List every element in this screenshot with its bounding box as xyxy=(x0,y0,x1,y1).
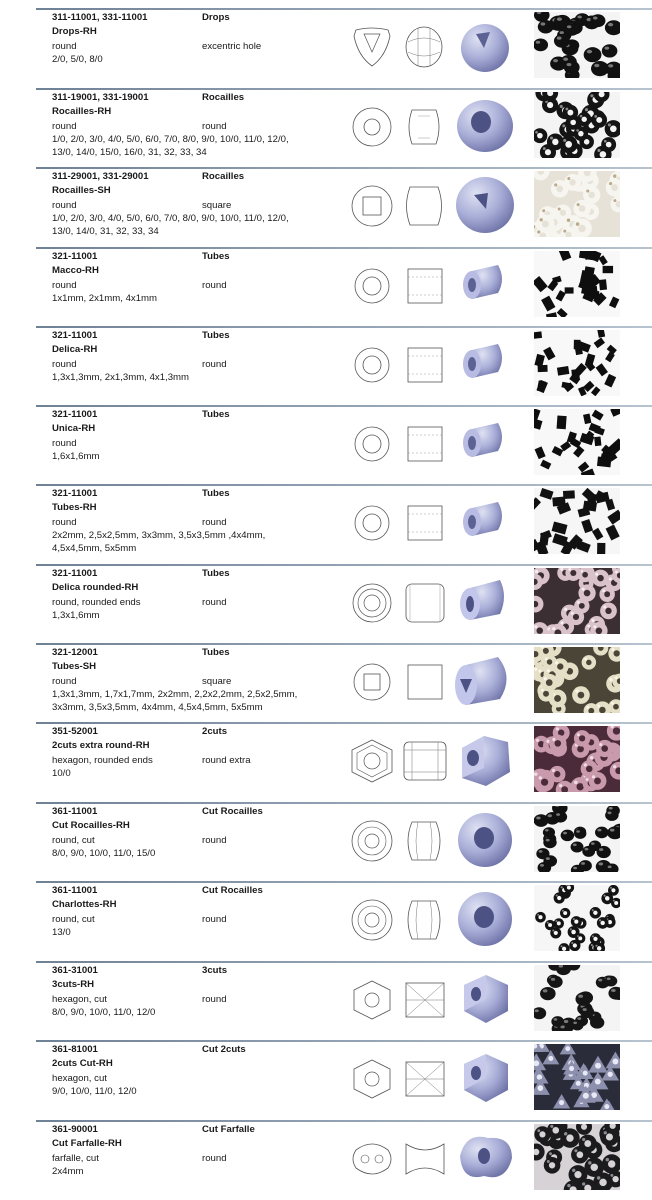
bead-photo xyxy=(534,330,620,396)
bead-name: 2cuts extra round-RH xyxy=(52,740,150,751)
catalog-row xyxy=(36,405,652,484)
catalog-row xyxy=(36,247,652,326)
catalog-row xyxy=(36,722,652,801)
catalog-row xyxy=(36,326,652,405)
technical-drawing xyxy=(346,261,450,311)
rocaille-bead-icon xyxy=(454,94,516,158)
category-label: Cut Rocailles xyxy=(202,806,263,817)
hole-type: round xyxy=(202,517,227,528)
bead-shape: round xyxy=(52,359,77,370)
catalog-row xyxy=(36,88,652,167)
category-label: Drops xyxy=(202,12,230,23)
bead-photo xyxy=(534,568,620,634)
bead-photo xyxy=(534,12,620,78)
hole-type: square xyxy=(202,676,232,687)
bead-shape: round xyxy=(52,121,77,132)
bead-name: Delica rounded-RH xyxy=(52,582,139,593)
article-number: 361-90001 xyxy=(52,1124,98,1135)
technical-drawing xyxy=(346,419,450,469)
article-number: 321-11001 xyxy=(52,409,98,420)
bead-name: Charlottes-RH xyxy=(52,899,117,910)
bead-photo xyxy=(534,726,620,792)
size-list: 1x1mm, 2x1mm, 4x1mm xyxy=(52,293,158,304)
catalog-row xyxy=(36,167,652,246)
bead-photo xyxy=(534,92,620,158)
category-label: Tubes xyxy=(202,568,230,579)
catalog-row xyxy=(36,8,652,87)
bead-shape: round, rounded ends xyxy=(52,597,141,608)
tube-bead-icon xyxy=(454,411,516,475)
bead-shape: hexagon, cut xyxy=(52,1073,107,1084)
article-number: 321-11001 xyxy=(52,330,98,341)
bead-shape: round xyxy=(52,517,77,528)
category-label: Tubes xyxy=(202,409,230,420)
tube-bead-icon xyxy=(454,332,516,396)
bead-photo xyxy=(534,806,620,872)
tube-bead-icon xyxy=(454,490,516,554)
size-list: 1,6x1,6mm xyxy=(52,451,100,462)
bead-photo xyxy=(534,965,620,1031)
technical-drawing xyxy=(346,1134,450,1184)
bead-shape: hexagon, rounded ends xyxy=(52,755,153,766)
size-list: 2x2mm, 2,5x2,5mm, 3x3mm, 3,5x3,5mm ,4x4mm, 4,5x4,5mm, 5x5mm xyxy=(52,530,266,554)
bead-shape: round xyxy=(52,438,77,449)
technical-drawing xyxy=(346,657,450,707)
category-label: Cut Farfalle xyxy=(202,1124,255,1135)
square-hole-rocaille-icon xyxy=(454,173,516,237)
bead-photo xyxy=(534,409,620,475)
article-number: 321-11001 xyxy=(52,568,98,579)
hole-type: round extra xyxy=(202,755,251,766)
bead-shape: round xyxy=(52,676,77,687)
bead-name: Cut Rocailles-RH xyxy=(52,820,130,831)
size-list: 1/0, 2/0, 3/0, 4/0, 5/0, 6/0, 7/0, 8/0, 9/0, 10/0, 11/0, 12/0, 13/0, 14/0, 15/0, 16/0, 31, 32, 33, 34 xyxy=(52,134,289,158)
bead-shape: round xyxy=(52,200,77,211)
size-list: 9/0, 10/0, 11/0, 12/0 xyxy=(52,1086,137,1097)
size-list: 8/0, 9/0, 10/0, 11/0, 15/0 xyxy=(52,848,156,859)
hole-type: round xyxy=(202,597,227,608)
category-label: Cut 2cuts xyxy=(202,1044,246,1055)
article-number: 311-11001, 331-11001 xyxy=(52,12,148,23)
category-label: Tubes xyxy=(202,647,230,658)
bead-name: Tubes-SH xyxy=(52,661,97,672)
article-number: 361-81001 xyxy=(52,1044,98,1055)
bead-photo xyxy=(534,1044,620,1110)
bead-name: Drops-RH xyxy=(52,26,97,37)
technical-drawing xyxy=(346,816,450,866)
bead-name: Rocailles-SH xyxy=(52,185,111,196)
bead-photo xyxy=(534,647,620,713)
bead-photo xyxy=(534,251,620,317)
catalog-row xyxy=(36,1120,652,1199)
bead-name: Macco-RH xyxy=(52,265,99,276)
bead-photo xyxy=(534,171,620,237)
technical-drawing xyxy=(346,498,450,548)
hole-type: excentric hole xyxy=(202,41,262,52)
article-number: 351-52001 xyxy=(52,726,98,737)
hole-type: square xyxy=(202,200,232,211)
size-list: 1,3x1,3mm, 2x1,3mm, 4x1,3mm xyxy=(52,372,190,383)
category-label: Tubes xyxy=(202,251,230,262)
technical-drawing xyxy=(346,975,450,1025)
size-list: 2x4mm xyxy=(52,1166,84,1177)
article-number: 311-19001, 331-19001 xyxy=(52,92,149,103)
category-label: Tubes xyxy=(202,330,230,341)
catalog-row xyxy=(36,961,652,1040)
bead-shape: hexagon, cut xyxy=(52,994,107,1005)
square-hole-tube-icon xyxy=(454,649,516,713)
hole-type: round xyxy=(202,835,227,846)
article-number: 321-11001 xyxy=(52,251,98,262)
hole-type: round xyxy=(202,280,227,291)
catalog-row xyxy=(36,1040,652,1119)
size-list: 1/0, 2/0, 3/0, 4/0, 5/0, 6/0, 7/0, 8/0, 9/0, 10/0, 11/0, 12/0, 13/0, 14/0, 31, 32, 33, 34 xyxy=(52,213,289,237)
2cut-bead-icon xyxy=(454,1046,516,1110)
category-label: 3cuts xyxy=(202,965,228,976)
bead-name: Tubes-RH xyxy=(52,502,97,513)
catalog-row xyxy=(36,564,652,643)
category-label: Tubes xyxy=(202,488,230,499)
size-list: 1,3x1,3mm, 1,7x1,7mm, 2x2mm, 2,2x2,2mm, 2,5x2,5mm, 3x3mm, 3,5x3,5mm, 4x4mm, 4,5x4,5mm, 5x5mm xyxy=(52,689,298,713)
category-label: Rocailles xyxy=(202,92,245,103)
article-number: 361-31001 xyxy=(52,965,98,976)
category-label: Rocailles xyxy=(202,171,245,182)
hole-type: round xyxy=(202,359,227,370)
technical-drawing xyxy=(346,102,450,152)
cut-rocaille-icon xyxy=(454,808,516,872)
article-number: 321-12001 xyxy=(52,647,98,658)
3cut-bead-icon xyxy=(454,967,516,1031)
bead-shape: round, cut xyxy=(52,835,95,846)
hole-type: round xyxy=(202,121,227,132)
category-label: Cut Rocailles xyxy=(202,885,263,896)
hexagon-bead-icon xyxy=(454,728,516,792)
drop-bead-icon xyxy=(454,14,516,78)
catalog-row xyxy=(36,802,652,881)
bead-name: 3cuts-RH xyxy=(52,979,95,990)
bead-shape: round, cut xyxy=(52,914,95,925)
technical-drawing xyxy=(346,736,450,786)
bead-name: Rocailles-RH xyxy=(52,106,112,117)
rounded-tube-bead-icon xyxy=(454,570,516,634)
bead-name: 2cuts Cut-RH xyxy=(52,1058,113,1069)
size-list: 8/0, 9/0, 10/0, 11/0, 12/0 xyxy=(52,1007,156,1018)
tube-bead-icon xyxy=(454,253,516,317)
category-label: 2cuts xyxy=(202,726,228,737)
catalog-row xyxy=(36,484,652,563)
bead-photo xyxy=(534,488,620,554)
hole-type: round xyxy=(202,914,227,925)
technical-drawing xyxy=(346,340,450,390)
article-number: 361-11001 xyxy=(52,885,98,896)
bead-photo xyxy=(534,885,620,951)
size-list: 13/0 xyxy=(52,927,71,938)
bead-photo xyxy=(534,1124,620,1190)
charlotte-bead-icon xyxy=(454,887,516,951)
article-number: 361-11001 xyxy=(52,806,98,817)
technical-drawing xyxy=(346,22,450,72)
size-list: 1,3x1,6mm xyxy=(52,610,100,621)
catalog-row xyxy=(36,643,652,722)
size-list: 2/0, 5/0, 8/0 xyxy=(52,54,103,65)
article-number: 321-11001 xyxy=(52,488,98,499)
farfalle-bead-icon xyxy=(454,1126,516,1190)
article-number: 311-29001, 331-29001 xyxy=(52,171,149,182)
size-list: 10/0 xyxy=(52,768,71,779)
technical-drawing xyxy=(346,1054,450,1104)
bead-shape: farfalle, cut xyxy=(52,1153,99,1164)
bead-name: Cut Farfalle-RH xyxy=(52,1138,122,1149)
hole-type: round xyxy=(202,1153,227,1164)
technical-drawing xyxy=(346,181,450,231)
bead-name: Unica-RH xyxy=(52,423,96,434)
bead-shape: round xyxy=(52,280,77,291)
catalog-row xyxy=(36,881,652,960)
bead-shape: round xyxy=(52,41,77,52)
bead-name: Delica-RH xyxy=(52,344,98,355)
technical-drawing xyxy=(346,578,450,628)
hole-type: round xyxy=(202,994,227,1005)
technical-drawing xyxy=(346,895,450,945)
